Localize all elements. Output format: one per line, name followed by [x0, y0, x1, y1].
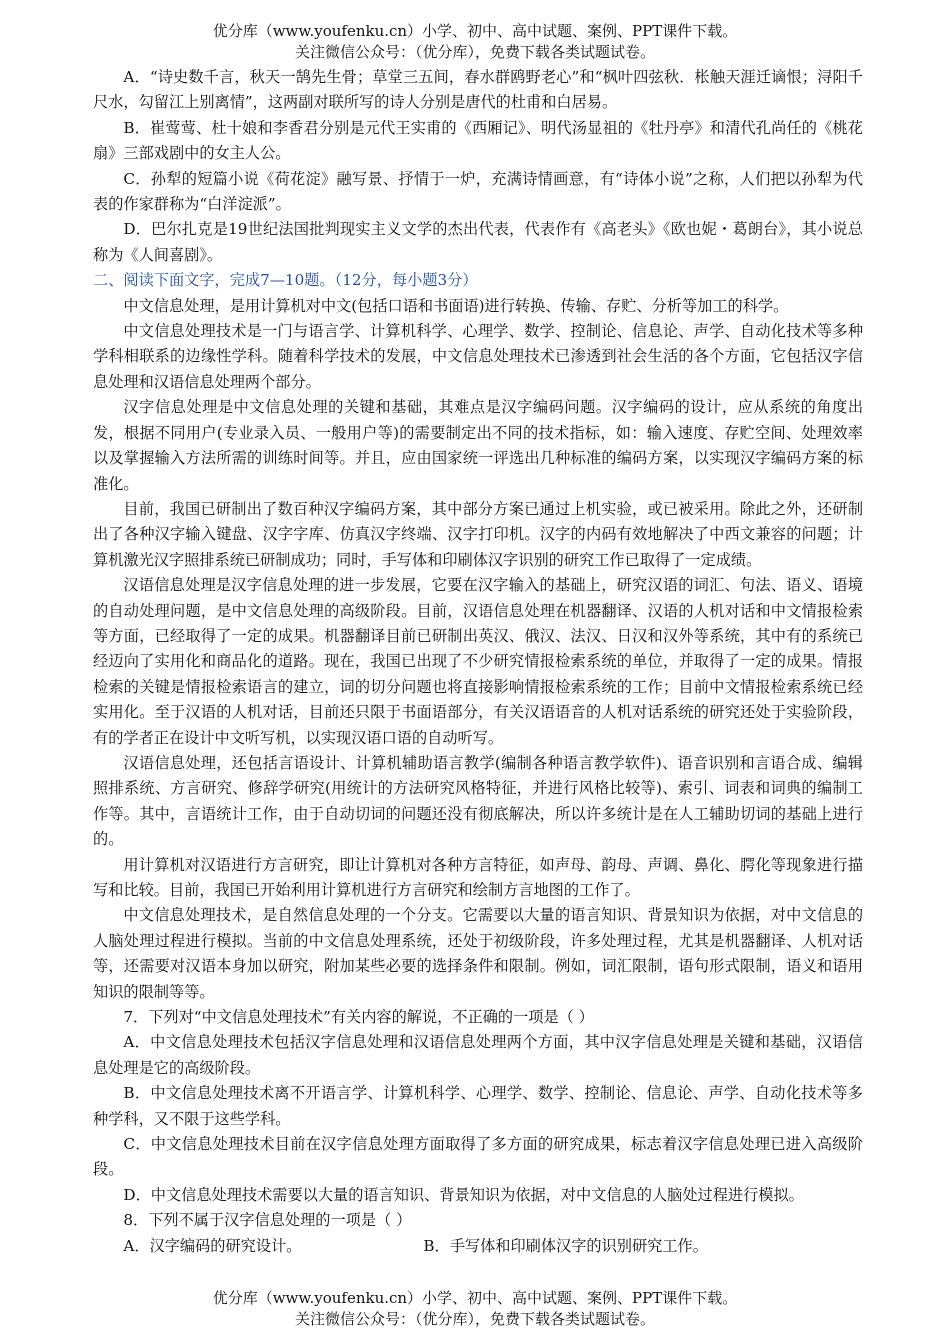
question-7-option-a: A．中文信息处理技术包括汉字信息处理和汉语信息处理两个方面，其中汉字信息处理是关键和基础，汉语信息处理是它的高级阶段。	[93, 1033, 863, 1077]
question-7-option-d: D．中文信息处理技术需要以大量的语言知识、背景知识为依据，对中文信息的人脑处过程进行模拟。	[123, 1185, 804, 1204]
paragraph: 用计算机对汉语进行方言研究，即让计算机对各种方言特征，如声母、韵母、声调、鼻化、腭化等现象进行描写和比较。目前，我国已开始利用计算机进行方言研究和绘制方言地图的工作了。	[93, 855, 863, 899]
page-footer	[0, 1288, 950, 1330]
paragraph: 中文信息处理技术是一门与语言学、计算机科学、心理学、数学、控制论、信息论、声学、自动化技术等多种学科相联系的边缘性学科。随着科学技术的发展，中文信息处理技术已渗透到社会生活的各个方面，它包括汉字信息处理和汉语信息处理两个部分。	[93, 322, 863, 391]
section-title: 二、阅读下面文字，完成7—10题。（12分，每小题3分）	[93, 271, 478, 290]
paragraph: 中文信息处理，是用计算机对中文(包括口语和书面语)进行转换、传输、存贮、分析等加工的科学。	[123, 296, 789, 315]
question-8-option-b: B．手写体和印刷体汉字的识别研究工作。	[423, 1236, 708, 1255]
paragraph: 汉语信息处理，还包括言语设计、计算机辅助语言教学(编制各种语言教学软件)、语音识别和言语合成、编辑照排系统、方言研究、修辞学研究(用统计的方法研究风格特征，并进行风格比较等)、索引、词表和词典的编制工作等。其中，言语统计工作，由于自动切词的问题还没有彻底解决，所以许多统计是在人工辅助切词的基础上进行的。	[93, 753, 863, 849]
question-8-stem: 8．下列不属于汉字信息处理的一项是（ ）	[123, 1211, 412, 1230]
prev-option-a: A．“诗史数千言，秋天一鹄先生骨；草堂三五间，春水群鸥野老心”和“枫叶四弦秋．枨触天涯迁谪恨；浔阳千尺水，勾留江上别离情”，这两副对联所写的诗人分别是唐代的杜甫和白居易。	[93, 68, 863, 112]
paragraph: 中文信息处理技术，是自然信息处理的一个分支。它需要以大量的语言知识、背景知识为依据，对中文信息的人脑处理过程进行模拟。当前的中文信息处理系统，还处于初级阶段，许多处理过程，尤其是机器翻译、人机对话等，还需要对汉语本身加以研究，附加某些必要的选择条件和限制。例如，词汇限制，语句形式限制，语义和语用知识的限制等等。	[93, 906, 863, 1001]
question-8-option-a: A．汉字编码的研究设计。	[123, 1236, 302, 1255]
question-7-stem: 7．下列对“中文信息处理技术”有关内容的解说，不正确的一项是（ ）	[123, 1008, 594, 1027]
footer-line-2: 关注微信公众号：（优分库），免费下载各类试题试卷。	[294, 1310, 655, 1328]
question-7-option-c: C．中文信息处理技术目前在汉字信息处理方面取得了多方面的研究成果，标志着汉字信息处理已进入高级阶段。	[93, 1135, 863, 1179]
prev-option-b: B．崔莺莺、杜十娘和李香君分别是元代王实甫的《西厢记》、明代汤显祖的《牡丹亭》和清代孔尚任的《桃花扇》三部戏剧中的女主人公。	[93, 118, 863, 163]
prev-option-d: D．巴尔扎克是19世纪法国批判现实主义文学的杰出代表，代表作有《高老头》《欧也妮・葛朗台》，其小说总称为《人间喜剧》。	[93, 220, 863, 264]
header-line-1: 优分库（www.youfenku.cn）小学、初中、高中试题、案例、PPT课件下载。	[212, 22, 738, 40]
prev-option-c: C．孙犁的短篇小说《荷花淀》融写景、抒情于一炉，充满诗情画意，有“诗体小说”之称，人们把以孙犁为代表的作家群称为“白洋淀派”。	[93, 169, 863, 214]
paragraph: 目前，我国已研制出了数百种汉字编码方案，其中部分方案已通过上机实验，或已被采用。除此之外，还研制出了各种汉字输入键盘、汉字字库、仿真汉字终端、汉字打印机。汉字的内码有效地解决了中西文兼容的问题；计算机激光汉字照排系统已研制成功；同时，手写体和印刷体汉字识别的研究工作已取得了一定成绩。	[93, 499, 863, 569]
question-7-option-b: B．中文信息处理技术离不开语言学、计算机科学、心理学、数学、控制论、信息论、声学、自动化技术等多种学科，又不限于这些学科。	[93, 1084, 863, 1128]
footer-line-1: 优分库（www.youfenku.cn）小学、初中、高中试题、案例、PPT课件下载。	[212, 1289, 738, 1307]
paragraph: 汉字信息处理是中文信息处理的关键和基础，其难点是汉字编码问题。汉字编码的设计，应从系统的角度出发，根据不同用户(专业录入员、一般用户等)的需要制定出不同的技术指标，如：输入速度、存贮空间、处理效率以及掌握输入方法所需的训练时间等。并且，应由国家统一评选出几种标准的编码方案，以实现汉字编码方案的标准化。	[93, 398, 863, 493]
paragraph: 汉语信息处理是汉字信息处理的进一步发展，它要在汉字输入的基础上，研究汉语的词汇、句法、语义、语境的自动处理问题，是中文信息处理的高级阶段。目前，汉语信息处理在机器翻译、汉语的人机对话和中文情报检索等方面，已经取得了一定的成果。机器翻译目前已研制出英汉、俄汉、法汉、日汉和汉外等系统，其中有的系统已经迈向了实用化和商品化的道路。现在，我国已出现了不少研究情报检索系统的单位，并取得了一定的成果。情报检索的关键是情报检索语言的建立，词的切分问题也将直接影响情报检索系统的工作；目前中文情报检索系统已经实用化。至于汉语的人机对话，目前还只限于书面语部分，有关汉语语音的人机对话系统的研究还处于实验阶段，有的学者正在设计中文听写机，以实现汉语口语的自动听写。	[93, 576, 863, 747]
page-header	[0, 21, 950, 63]
header-line-2: 关注微信公众号：（优分库），免费下载各类试题试卷。	[294, 43, 655, 61]
question-8-options	[93, 1234, 863, 1259]
document-body	[93, 65, 863, 1259]
